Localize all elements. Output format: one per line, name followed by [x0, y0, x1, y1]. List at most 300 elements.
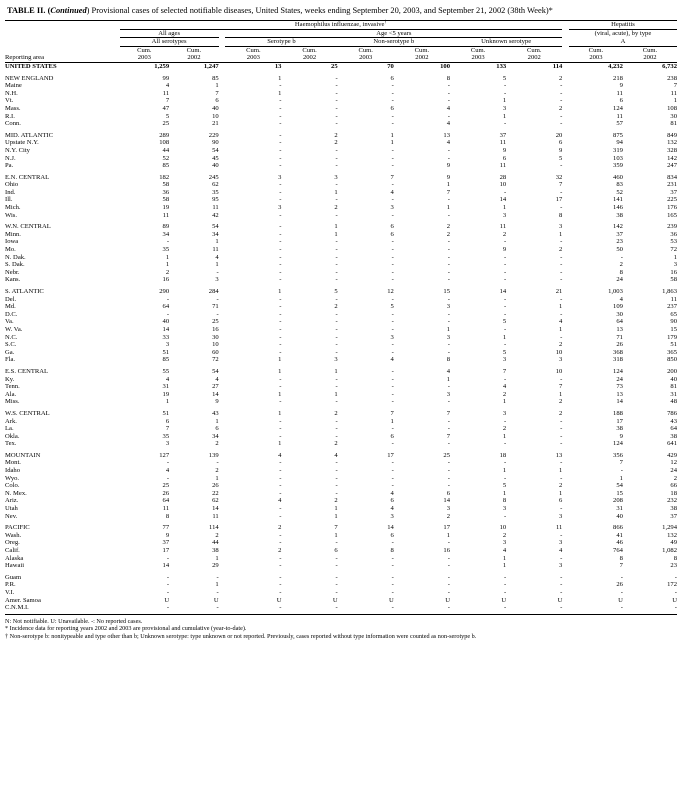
row-value: 3 — [502, 104, 507, 112]
row-value: 1 — [215, 261, 219, 269]
row-value: - — [391, 211, 394, 219]
row-value: - — [279, 223, 282, 231]
spacer-cell — [562, 597, 569, 605]
table-row — [5, 589, 677, 597]
row-value: 2 — [502, 390, 507, 398]
row-value: 4 — [165, 375, 170, 383]
row-value: 4 — [446, 367, 450, 375]
row-value: - — [279, 310, 282, 318]
row-value: - — [279, 181, 282, 189]
row-value: - — [391, 246, 394, 254]
row-value: 2 — [559, 341, 563, 349]
title-continued: Continued — [50, 6, 87, 15]
spacer-cell — [562, 62, 569, 70]
table-row — [5, 547, 677, 555]
spacer-cell — [562, 391, 569, 399]
table-row — [5, 204, 677, 212]
row-value: - — [279, 341, 282, 349]
row-value: 16 — [162, 276, 170, 284]
non-serotype-b-label: Non-serotype b — [338, 38, 450, 47]
row-value: 176 — [667, 204, 677, 212]
row-value: 834 — [667, 173, 677, 181]
row-value: 25 — [443, 451, 450, 459]
row-value: 38 — [670, 505, 677, 513]
row-value: - — [279, 581, 282, 589]
row-value: 3 — [559, 356, 563, 364]
footnote-divider — [5, 614, 677, 615]
row-value: 218 — [613, 74, 623, 82]
row-value: 35 — [212, 188, 219, 196]
row-value: 11 — [212, 246, 219, 254]
row-value: 73 — [616, 383, 623, 391]
spacer-cell — [219, 139, 226, 147]
row-value: 24 — [616, 276, 623, 284]
row-value: 8 — [559, 211, 563, 219]
row-value: 1,003 — [608, 288, 623, 295]
row-value: - — [503, 303, 507, 311]
cum-label-10: Cum. — [642, 46, 658, 54]
row-area-label: Upstate N.Y. — [5, 139, 39, 147]
row-value: - — [391, 581, 394, 589]
row-value: - — [279, 375, 282, 383]
row-value: 356 — [613, 451, 623, 459]
row-value: - — [503, 82, 507, 90]
row-value: 3 — [502, 409, 507, 417]
spacer-cell — [219, 204, 226, 212]
row-value: 51 — [162, 348, 170, 356]
row-value: 5 — [502, 348, 507, 356]
row-value: 318 — [613, 356, 623, 364]
row-value: 9 — [215, 398, 219, 406]
hepatitis-sub-label: (viral, acute), by type — [594, 30, 652, 38]
row-value: - — [447, 398, 450, 406]
spacer-cell — [562, 303, 569, 311]
row-value: - — [391, 562, 394, 570]
row-value: 26 — [212, 482, 219, 490]
table-row — [5, 520, 677, 532]
header-row-third — [5, 38, 677, 47]
row-value: U — [332, 596, 338, 604]
row-value: 7 — [673, 82, 677, 90]
row-value: - — [560, 261, 563, 269]
row-value: 124 — [613, 104, 623, 112]
header-row-second — [5, 29, 677, 38]
row-value: - — [335, 432, 338, 440]
row-value: - — [391, 474, 394, 482]
spacer-cell — [562, 497, 569, 505]
row-value: - — [503, 440, 507, 448]
table-row — [5, 418, 677, 426]
row-value: 8 — [619, 554, 623, 562]
row-value: - — [503, 89, 507, 97]
row-value: - — [279, 505, 282, 513]
row-value: 14 — [499, 288, 507, 295]
table-row — [5, 475, 677, 483]
footnote-star: * Incidence data for reporting years 2002 and 2003 are provisional and cumulative (year-to-date). — [5, 625, 247, 633]
spacer-cell — [219, 90, 226, 98]
spacer-cell — [219, 539, 226, 547]
row-area-label: N.Y. City — [5, 146, 30, 154]
spacer-cell — [562, 418, 569, 426]
row-value: 72 — [212, 356, 219, 364]
row-value: - — [216, 459, 219, 467]
row-value: 2 — [334, 440, 338, 448]
row-value: - — [335, 112, 338, 120]
row-value: - — [279, 562, 282, 570]
row-value: 16 — [443, 547, 450, 554]
row-value: 25 — [162, 120, 170, 128]
row-value: 12 — [670, 459, 677, 467]
row-value: 132 — [667, 139, 677, 147]
table-row — [5, 425, 677, 433]
row-value: 66 — [670, 482, 677, 490]
row-value: 71 — [212, 303, 219, 311]
spacer-cell — [219, 238, 226, 246]
row-value: 11 — [162, 89, 170, 97]
row-value: 85 — [162, 356, 170, 364]
spacer-cell — [219, 398, 226, 406]
spacer-cell — [562, 97, 569, 105]
row-value: - — [335, 562, 338, 570]
spacer-cell — [562, 490, 569, 498]
table-row — [5, 113, 677, 121]
row-value: 5 — [502, 74, 507, 82]
row-value: - — [560, 276, 563, 284]
row-value: 21 — [212, 120, 219, 128]
row-value: 2 — [334, 204, 338, 212]
row-value: 7 — [215, 89, 219, 97]
row-value: - — [560, 417, 563, 425]
row-value: - — [166, 581, 170, 589]
row-value: - — [279, 425, 282, 433]
row-value: 1 — [334, 223, 338, 231]
row-value: 17 — [443, 524, 450, 532]
row-value: 247 — [667, 162, 677, 170]
row-value: 3 — [334, 173, 338, 181]
row-value: 15 — [670, 325, 677, 333]
row-value: - — [391, 154, 394, 162]
table-row — [5, 459, 677, 467]
row-value: - — [335, 211, 338, 219]
row-value: - — [335, 295, 338, 303]
table-row — [5, 440, 677, 448]
row-value: - — [216, 295, 219, 303]
row-value: 7 — [446, 188, 450, 196]
row-value: 23 — [616, 238, 623, 246]
row-value: 90 — [212, 139, 219, 147]
spacer-cell — [219, 383, 226, 391]
row-value: U — [164, 596, 170, 604]
spacer-cell — [219, 71, 226, 83]
row-value: - — [279, 120, 282, 128]
table-row — [5, 261, 677, 269]
spacer-cell — [562, 246, 569, 254]
table-row — [5, 376, 677, 384]
row-value: 31 — [670, 390, 677, 398]
table-row — [5, 562, 677, 570]
row-value: 1 — [278, 89, 282, 97]
row-value: 179 — [667, 333, 677, 341]
row-value: - — [447, 604, 450, 612]
row-value: - — [335, 482, 338, 490]
row-value: 13 — [274, 62, 282, 70]
row-area-label: Colo. — [5, 482, 20, 490]
row-value: 1 — [278, 288, 282, 295]
row-value: 13 — [616, 390, 623, 398]
hepatitis-span-label: Hepatitis — [569, 21, 677, 30]
table-row — [5, 269, 677, 277]
spacer-cell — [562, 448, 569, 460]
table-row — [5, 155, 677, 163]
row-value: - — [335, 539, 338, 547]
row-value: - — [335, 588, 338, 596]
row-value: 1 — [278, 74, 282, 82]
row-value: 11 — [212, 512, 219, 520]
row-value: - — [279, 131, 282, 139]
table-row — [5, 448, 677, 460]
row-value: - — [335, 82, 338, 90]
row-value: 2 — [446, 512, 450, 520]
row-value: 10 — [499, 524, 507, 532]
row-value: - — [503, 459, 507, 467]
row-value: 1 — [446, 531, 450, 539]
row-value: - — [503, 261, 507, 269]
row-value: - — [560, 268, 563, 276]
row-value: 1,247 — [203, 62, 219, 70]
row-value: - — [335, 181, 338, 189]
spacer-cell — [219, 196, 226, 204]
table-row — [5, 490, 677, 498]
row-value: - — [674, 573, 677, 581]
row-area-label: N.C. — [5, 333, 18, 341]
row-value: - — [391, 162, 394, 170]
row-value: 2 — [215, 531, 219, 539]
row-area-label: Utah — [5, 505, 18, 513]
spacer-cell — [562, 364, 569, 376]
row-value: 17 — [616, 417, 623, 425]
row-value: - — [335, 318, 338, 326]
year-2003-4: 2003 — [450, 54, 506, 62]
row-value: 36 — [670, 230, 677, 238]
row-value: 10 — [212, 341, 219, 349]
title-prefix: TABLE II. ( — [7, 6, 51, 15]
row-area-label: Alaska — [5, 554, 24, 562]
row-area-label: Va. — [5, 318, 14, 326]
row-value: 54 — [212, 223, 219, 231]
spacer-cell — [219, 254, 226, 262]
row-value: 8 — [502, 497, 507, 505]
row-area-label: NEW ENGLAND — [5, 74, 54, 82]
spacer-cell — [562, 162, 569, 170]
row-value: - — [391, 383, 394, 391]
row-value: 1 — [334, 230, 338, 238]
table-row — [5, 513, 677, 521]
row-value: 2 — [446, 230, 450, 238]
row-area-label: W.N. CENTRAL — [5, 223, 51, 231]
row-value: 1 — [502, 112, 507, 120]
row-value: 37 — [670, 512, 677, 520]
cum-label-8: Cum. — [527, 46, 542, 54]
row-value: - — [560, 295, 563, 303]
row-value: U — [557, 596, 563, 604]
row-value: 2 — [334, 139, 338, 147]
row-value: 1 — [278, 390, 282, 398]
row-value: - — [560, 440, 563, 448]
spacer-cell — [562, 212, 569, 220]
row-value: - — [560, 120, 563, 128]
row-value: 5 — [502, 318, 507, 326]
spacer-cell — [219, 170, 226, 182]
spacer-cell — [219, 276, 226, 284]
row-value: 1 — [165, 398, 170, 406]
row-value: - — [447, 238, 450, 246]
row-area-label: W. Va. — [5, 325, 23, 333]
row-value: - — [335, 104, 338, 112]
row-value: - — [447, 554, 450, 562]
year-2002-5: 2002 — [623, 54, 677, 62]
row-area-label: Nev. — [5, 512, 18, 520]
row-value: 172 — [667, 581, 677, 589]
row-value: 5 — [334, 288, 338, 295]
row-area-label: Ga. — [5, 348, 15, 356]
table-row — [5, 296, 677, 304]
row-value: 786 — [667, 409, 677, 417]
row-value: 64 — [616, 318, 623, 326]
spacer-cell — [219, 589, 226, 597]
row-value: - — [279, 82, 282, 90]
spacer-cell — [219, 376, 226, 384]
row-value: 30 — [616, 310, 623, 318]
spacer-cell — [219, 97, 226, 105]
row-value: 225 — [667, 196, 677, 204]
row-value: 139 — [208, 451, 219, 459]
spacer-cell — [562, 318, 569, 326]
spacer-cell — [219, 155, 226, 163]
row-value: 81 — [670, 120, 677, 128]
row-value: 18 — [499, 451, 507, 459]
row-value: 38 — [616, 211, 623, 219]
row-value: - — [391, 375, 394, 383]
cum-label-4: Cum. — [302, 46, 317, 54]
row-value: 14 — [162, 562, 170, 570]
row-value: 165 — [667, 211, 677, 219]
spacer-cell — [562, 440, 569, 448]
row-value: 1 — [334, 367, 338, 375]
row-value: 64 — [162, 497, 170, 505]
row-value: - — [279, 604, 282, 612]
row-value: - — [447, 246, 450, 254]
table-row — [5, 120, 677, 128]
row-value: - — [503, 188, 507, 196]
row-value: 460 — [613, 173, 623, 181]
row-value: 5 — [390, 303, 394, 311]
row-value: 7 — [446, 409, 450, 417]
spacer-cell — [219, 513, 226, 521]
row-value: 1 — [215, 417, 219, 425]
row-value: 16 — [212, 325, 219, 333]
spacer-cell — [562, 181, 569, 189]
row-area-label: Vt. — [5, 97, 14, 105]
row-value: 1 — [390, 139, 394, 147]
row-value: - — [391, 459, 394, 467]
row-value: - — [447, 467, 450, 475]
row-value: 6 — [165, 417, 170, 425]
row-area-label: Ill. — [5, 196, 13, 204]
row-value: - — [335, 489, 338, 497]
spacer-cell — [219, 433, 226, 441]
row-value: - — [503, 238, 507, 246]
row-value: 51 — [162, 409, 170, 417]
row-value: 8 — [673, 554, 677, 562]
row-value: - — [279, 211, 282, 219]
row-value: 284 — [208, 288, 219, 295]
row-value: - — [279, 467, 282, 475]
row-value: 6,732 — [662, 62, 677, 70]
row-value: 1 — [502, 432, 507, 440]
row-value: 1 — [502, 562, 507, 570]
spacer-cell — [562, 139, 569, 147]
row-value: 95 — [212, 196, 219, 204]
row-value: 2 — [559, 409, 563, 417]
row-value: 1 — [334, 390, 338, 398]
cum-label-6: Cum. — [414, 46, 430, 54]
row-area-label: Pa. — [5, 162, 14, 170]
row-value: 52 — [616, 188, 623, 196]
row-value: - — [335, 459, 338, 467]
row-value: 1 — [502, 97, 507, 105]
row-value: 3 — [390, 512, 394, 520]
row-value: - — [279, 383, 282, 391]
row-value: 7 — [619, 459, 623, 467]
row-value: - — [279, 112, 282, 120]
row-value: 77 — [162, 524, 170, 532]
row-value: - — [447, 196, 450, 204]
row-value: 100 — [440, 62, 450, 70]
row-value: - — [391, 588, 394, 596]
reporting-area-label: Reporting area — [5, 54, 120, 62]
row-value: 114 — [552, 62, 563, 70]
row-value: 6 — [390, 531, 394, 539]
spacer-cell — [219, 532, 226, 540]
row-area-label: Wis. — [5, 211, 18, 219]
row-value: 2 — [278, 547, 282, 554]
row-value: 21 — [555, 288, 563, 295]
row-value: 36 — [162, 188, 170, 196]
row-value: 25 — [162, 482, 170, 490]
row-area-label: Tex. — [5, 440, 17, 448]
row-value: 3 — [559, 562, 563, 570]
row-value: - — [447, 261, 450, 269]
row-value: - — [560, 238, 563, 246]
all-serotypes-label: All serotypes — [120, 38, 219, 47]
row-value: 368 — [613, 348, 623, 356]
table-row — [5, 398, 677, 406]
spacer-cell — [562, 204, 569, 212]
row-value: - — [447, 211, 450, 219]
row-value: 229 — [208, 131, 219, 139]
row-area-label: V.I. — [5, 588, 15, 596]
row-value: 1 — [446, 204, 450, 212]
row-value: 146 — [613, 204, 623, 212]
cum-label-3: Cum. — [246, 46, 261, 54]
row-value: - — [335, 467, 338, 475]
spacer-cell — [562, 284, 569, 296]
spacer-cell — [219, 497, 226, 505]
row-value: - — [166, 310, 170, 318]
row-value: 13 — [616, 325, 623, 333]
row-value: 866 — [613, 524, 623, 532]
row-value: 25 — [331, 62, 338, 70]
